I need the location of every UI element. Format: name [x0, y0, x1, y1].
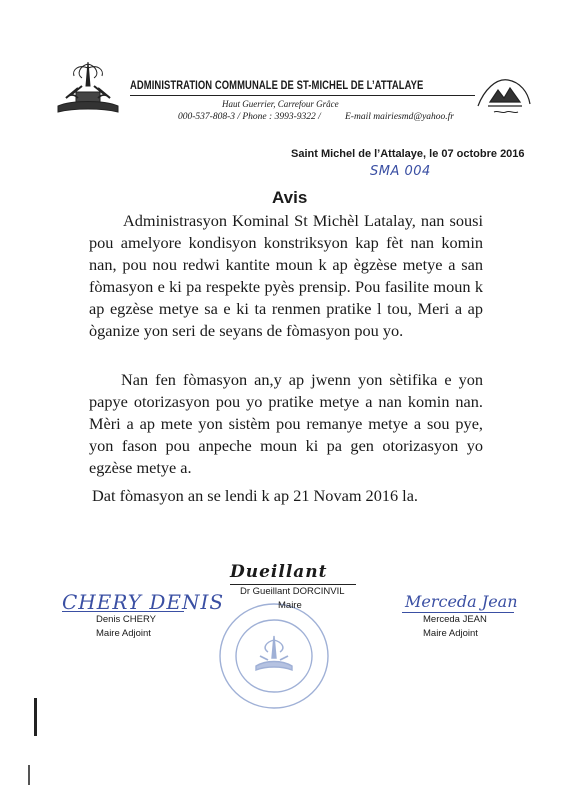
- deputy-right-role: Maire Adjoint: [423, 628, 478, 639]
- reference-code: SMA 004: [370, 164, 431, 179]
- deputy-right-signature-line: [402, 612, 514, 613]
- official-stamp: [216, 600, 332, 712]
- notice-paragraph: Nan fen fòmasyon an,y ap jwenn yon sètifika e yon papye otorizasyon pou yo pratike metye a nan komin nan. Mèri a ap mete yon sistèm pou remanye metye a sou pye, yon fason pou anpeche moun ki pa gen otorizasyon yo egzèse metye a.: [89, 370, 483, 477]
- deputy-left-role: Maire Adjoint: [96, 628, 151, 639]
- scan-edge-mark: [34, 698, 37, 736]
- deputy-left-name: Denis CHERY: [96, 614, 157, 625]
- deputy-left-signature: CHERY DENIS: [62, 590, 225, 614]
- header-divider: [130, 95, 475, 96]
- deputy-right-name: Merceda JEAN: [423, 614, 487, 625]
- institution-address: Haut Guerrier, Carrefour Grâce: [222, 99, 339, 109]
- deputy-right-signature: Merceda Jean: [405, 592, 518, 611]
- mayor-role: Maire: [278, 600, 302, 611]
- mayor-signature-line: [230, 584, 356, 585]
- mayor-name: Dr Gueillant DORCINVIL: [240, 586, 345, 597]
- institution-email: E-mail mairiesmd@yahoo.fr: [345, 112, 455, 122]
- notice-paragraph: Administrasyon Kominal St Michèl Latalay, nan sousi pou amelyore kondisyon konstriksyon kap fèt nan komin nan, pou nou redwi kantite moun k ap ègzèse metye a san fòmasyon e ki pa respekte pyès prensip. Pou fasilite moun k ap egzèse metye sa e ki ta renmen pratike l tou, Meri a ap òganize yon seri de seyans de fòmasyon pou yo.: [89, 211, 483, 340]
- scan-edge-mark: [28, 765, 30, 785]
- deputy-left-signature-line: [62, 611, 184, 612]
- institution-phone: 000-537-808-3 / Phone : 3993-9322 /: [178, 112, 321, 122]
- haiti-coat-of-arms-logo: [52, 56, 124, 118]
- mayor-signature: Dueillant: [230, 562, 328, 582]
- document-date: Saint Michel de l’Attalaye, le 07 octobre 2016: [291, 148, 525, 160]
- institution-title: ADMINISTRATION COMMUNALE DE ST-MICHEL DE L’ATTALAYE: [130, 80, 424, 92]
- notice-paragraph: Dat fòmasyon an se lendi k ap 21 Novam 2016 la.: [92, 486, 419, 505]
- notice-heading: Avis: [272, 188, 308, 207]
- commune-mountain-logo: [474, 70, 534, 126]
